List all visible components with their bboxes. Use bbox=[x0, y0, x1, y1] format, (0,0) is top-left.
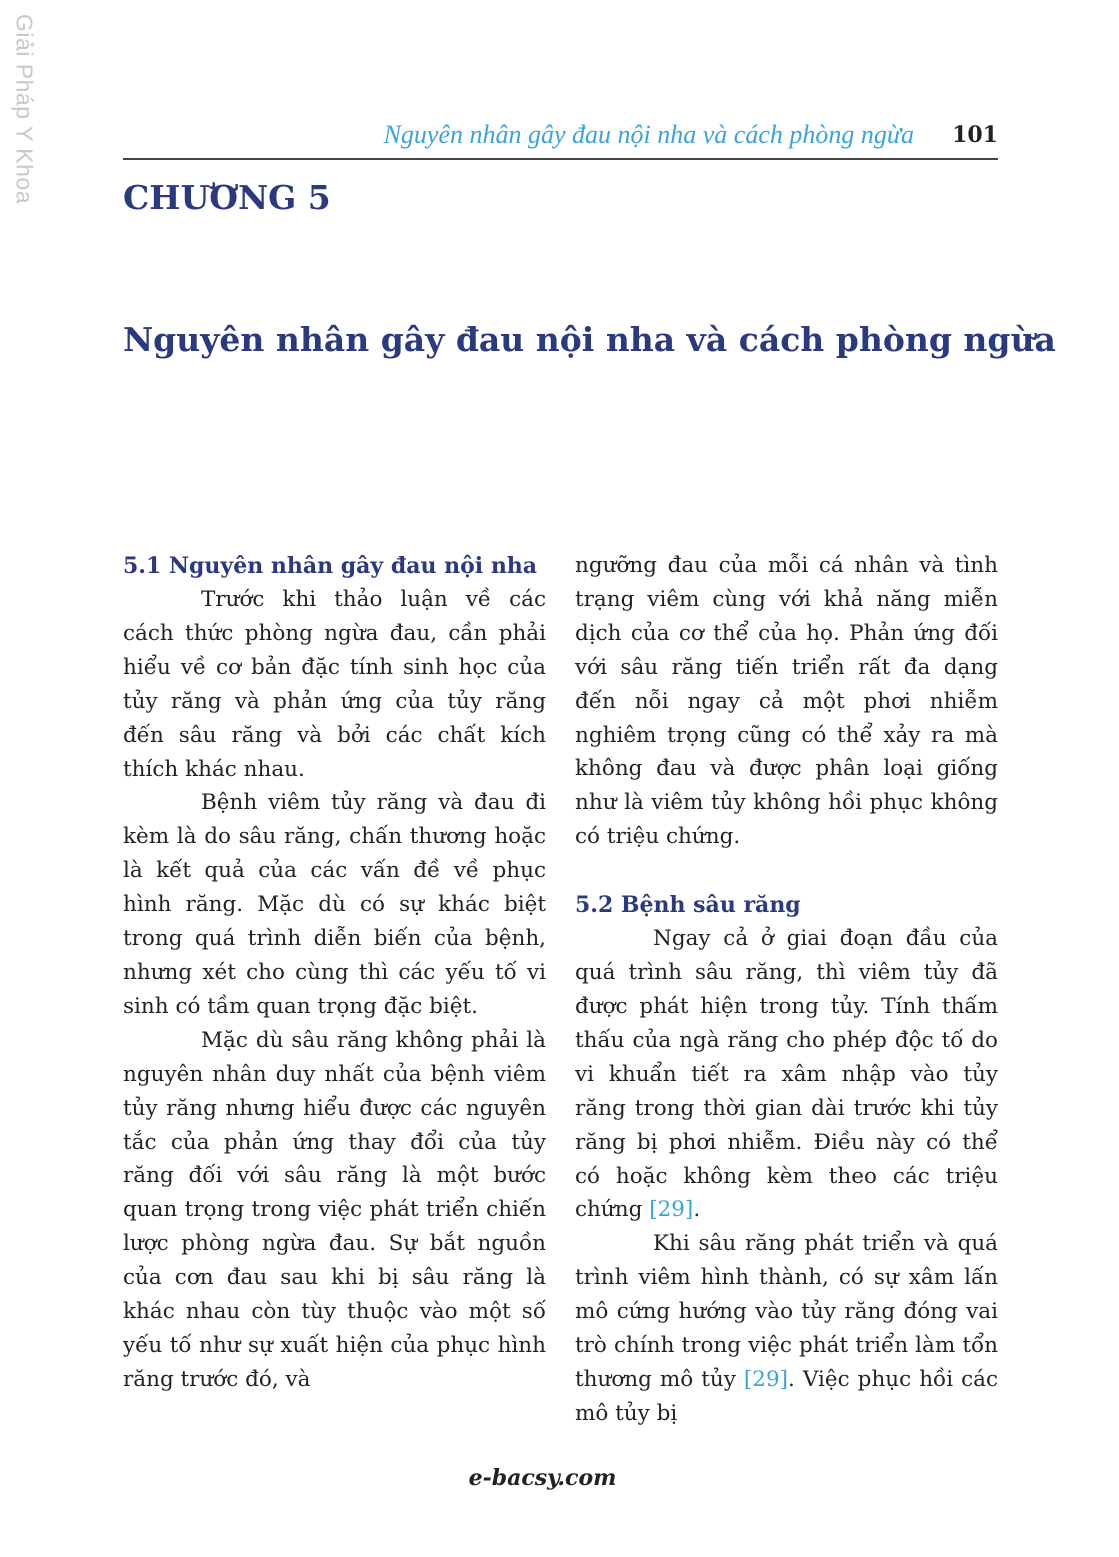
paragraph: Mặc dù sâu răng không phải là nguyên nhân duy nhất của bệnh viêm tủy răng nhưng hiểu được các nguyên tắc của phản ứng thay đổi của tủy răng đối với sâu răng là một bước quan trọng trong việc phát triển chiến lược phòng ngừa đau. Sự bắt nguồn của cơn đau sau khi bị sâu răng là khác nhau còn tùy thuộc vào một số yếu tố như sự xuất hiện của phục hình răng trước đó, và bbox=[123, 1027, 546, 1392]
chapter-label: CHƯƠNG 5 bbox=[123, 178, 331, 217]
side-watermark bbox=[4, 14, 44, 214]
citation-link[interactable]: [29] bbox=[743, 1366, 789, 1392]
section-spacer bbox=[575, 854, 998, 888]
page-number: 101 bbox=[952, 122, 998, 148]
paragraph-text: . Việc phục hồi các mô tủy bị bbox=[575, 1366, 998, 1426]
section-heading-5-1: 5.1 Nguyên nhân gây đau nội nha bbox=[123, 553, 538, 579]
chapter-title: Nguyên nhân gây đau nội nha và cách phòng ngừa bbox=[123, 320, 1056, 359]
paragraph: Trước khi thảo luận về các cách thức phòng ngừa đau, cần phải hiểu về cơ bản đặc tính sinh học của tủy răng và phản ứng của tủy răng đến sâu răng và bởi các chất kích thích khác nhau. bbox=[123, 587, 546, 782]
paragraph: Bệnh viêm tủy răng và đau đi kèm là do sâu răng, chấn thương hoặc là kết quả của các vấn đề về phục hình răng. Mặc dù có sự khác biệt trong quá trình diễn biến của bệnh, nhưng xét cho cùng thì các yếu tố vi sinh có tầm quan trọng đặc biệt. bbox=[123, 790, 546, 1019]
side-watermark-text: Giải Pháp Y Khoa bbox=[11, 14, 38, 205]
left-column bbox=[123, 549, 546, 1437]
footer-site: e-bacsy.com bbox=[468, 1465, 617, 1491]
citation-link[interactable]: [29] bbox=[649, 1197, 694, 1223]
right-column bbox=[575, 549, 998, 1437]
paragraph-text: . bbox=[693, 1197, 701, 1223]
section-heading-5-2: 5.2 Bệnh sâu răng bbox=[575, 892, 801, 919]
body-columns bbox=[123, 549, 998, 1437]
running-header-title: Nguyên nhân gây đau nội nha và cách phòng ngừa bbox=[383, 120, 915, 149]
paragraph bbox=[575, 1227, 998, 1430]
paragraph-text: Khi sâu răng phát triển và quá trình viêm hình thành, có sự xâm lấn mô cứng hướng vào tủy răng đóng vai trò chính trong việc phát triển làm tổn thương mô tủy bbox=[575, 1231, 998, 1392]
paragraph bbox=[575, 922, 998, 1227]
paragraph-continuation: ngưỡng đau của mỗi cá nhân và tình trạng viêm cùng với khả năng miễn dịch của cơ thể của họ. Phản ứng đối với sâu răng tiến triển rất đa dạng đến nỗi ngay cả một phơi nhiễm nghiêm trọng cũng có thể xảy ra mà không đau và được phân loại giống như là viêm tủy không hồi phục không có triệu chứng. bbox=[575, 553, 998, 850]
running-header bbox=[123, 112, 998, 160]
paragraph-text: Ngay cả ở giai đoạn đầu của quá trình sâu răng, thì viêm tủy đã được phát hiện trong tủy. Tính thấm thấu của ngà răng cho phép độc tố do vi khuẩn tiết ra xâm nhập vào tủy răng trong thời gian dài trước khi tủy răng bị phơi nhiễm. Điều này có thể có hoặc không kèm theo các triệu chứng bbox=[575, 926, 998, 1223]
